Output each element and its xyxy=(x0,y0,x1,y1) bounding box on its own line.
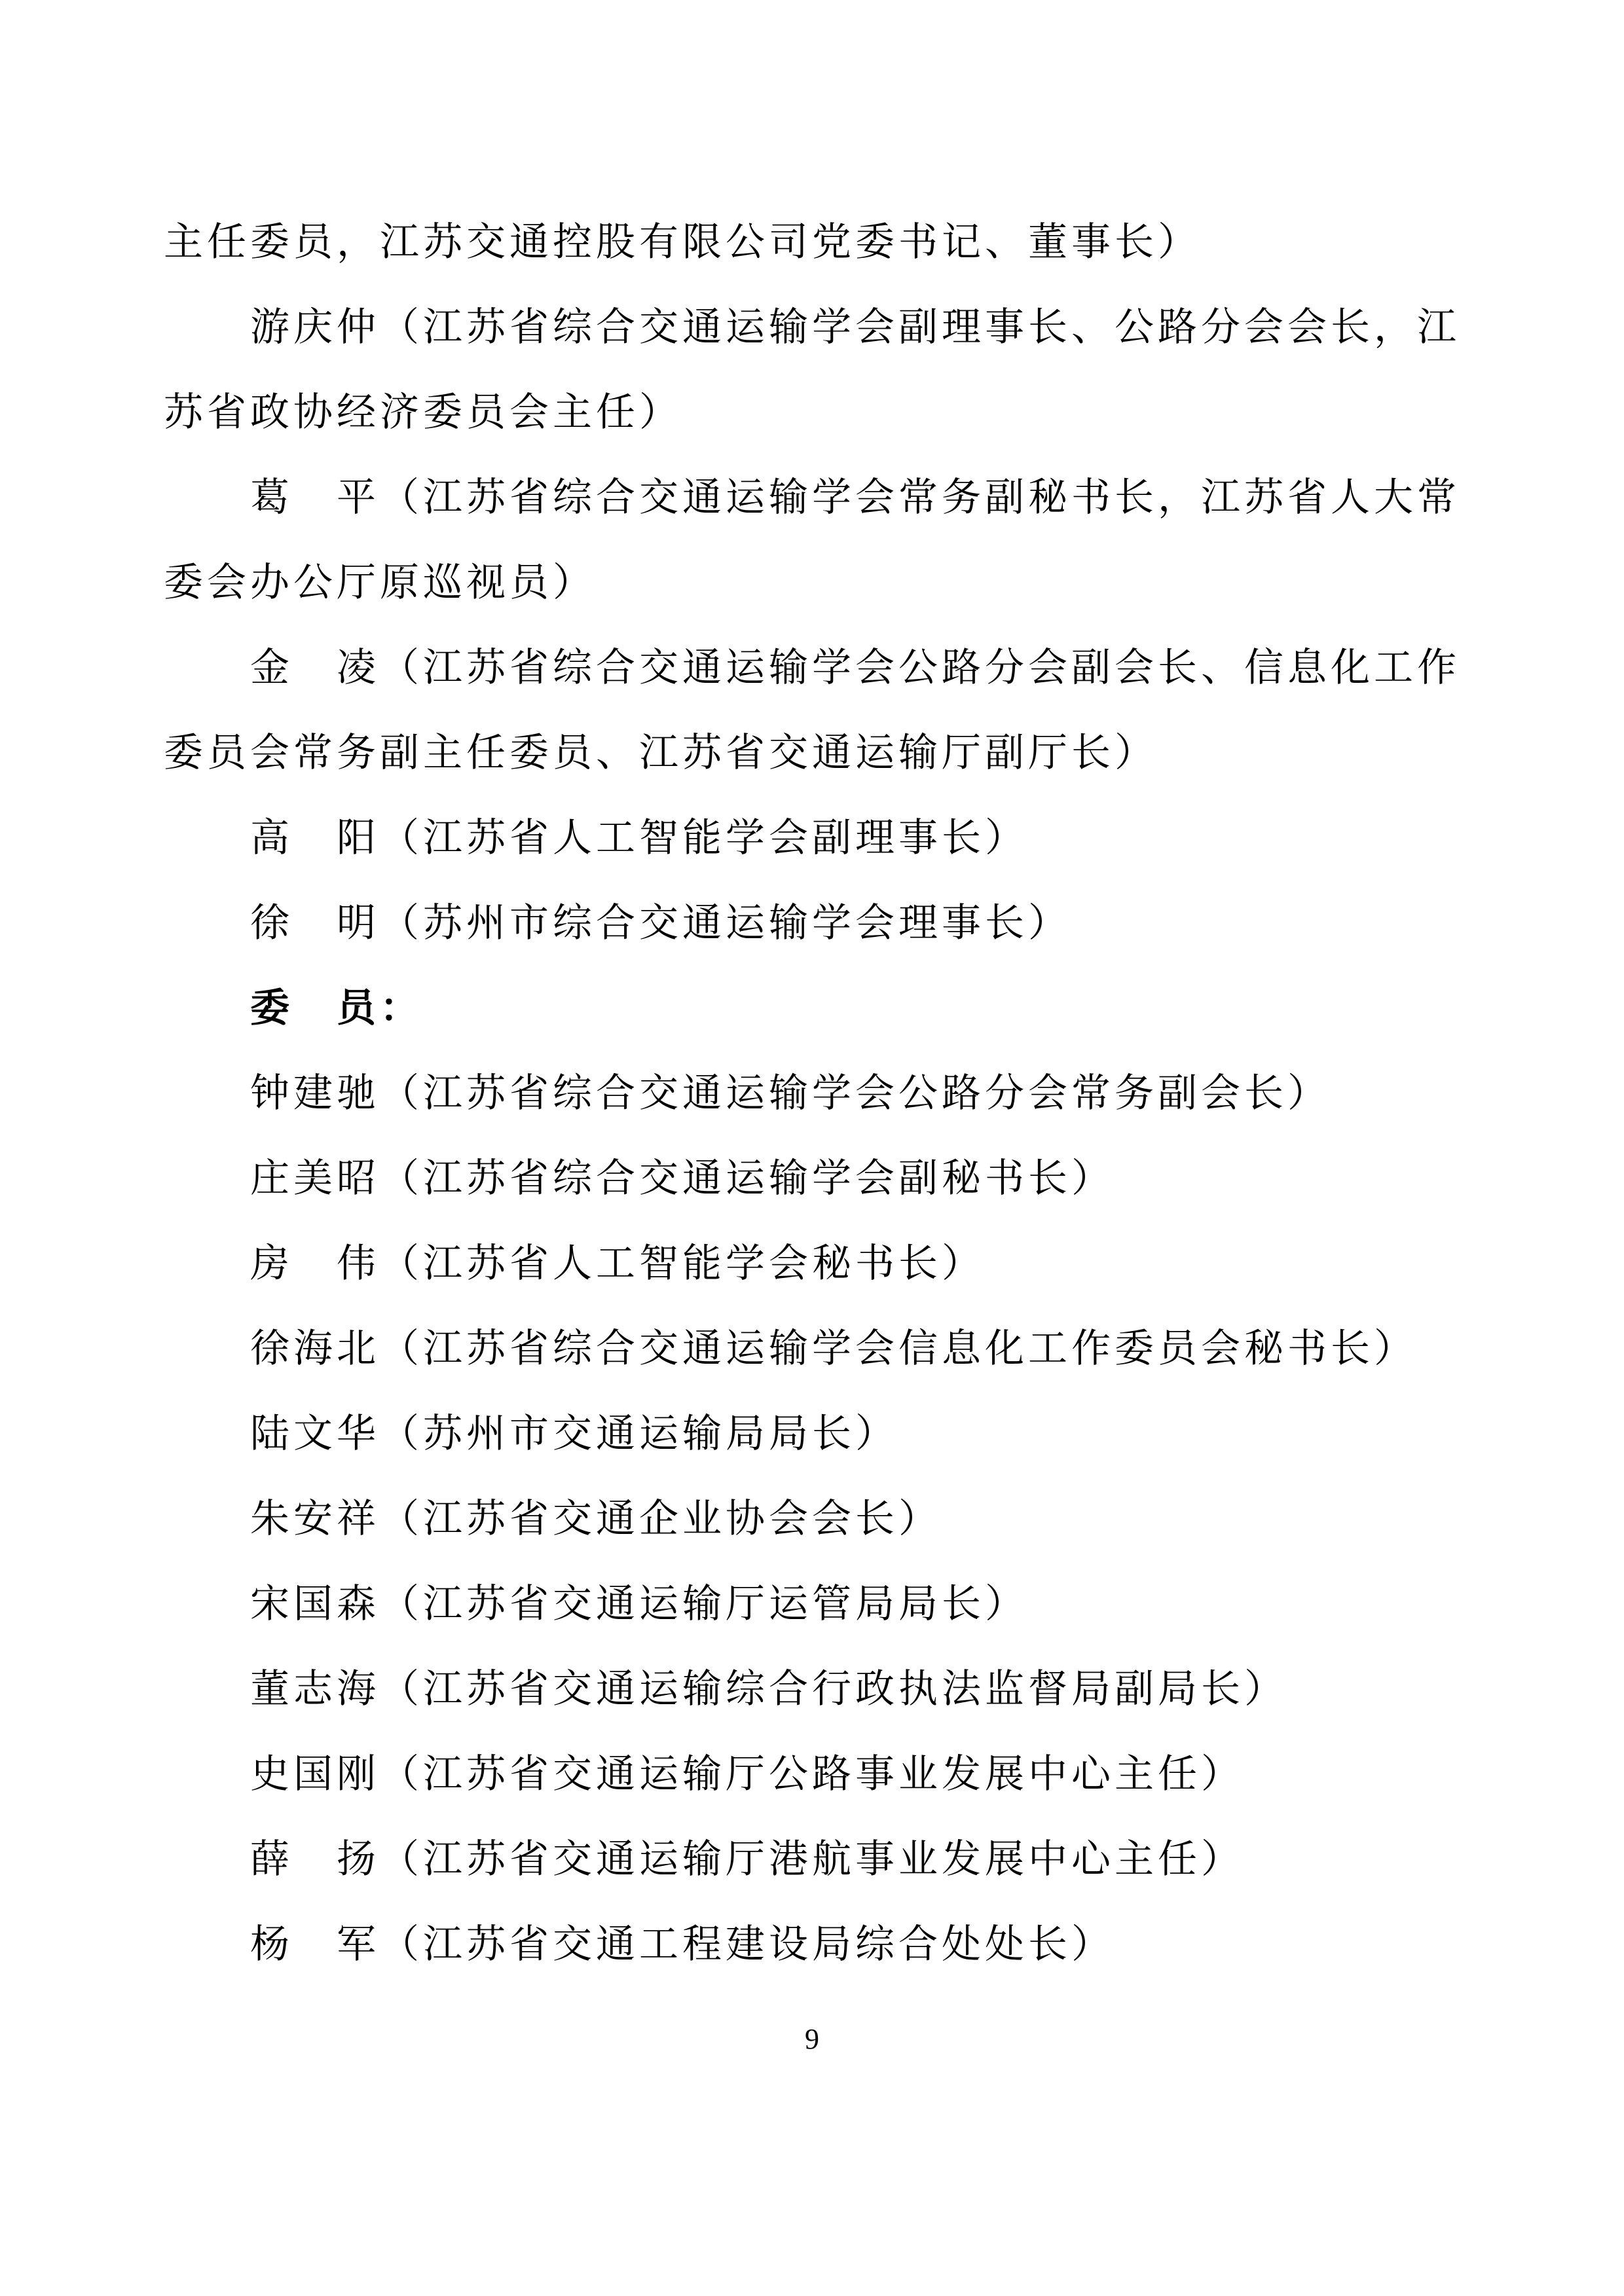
document-line: 房 伟（江苏省人工智能学会秘书长） xyxy=(250,1242,985,1285)
document-line: 高 阳（江苏省人工智能学会副理事长） xyxy=(250,816,1028,860)
document-line: 徐海北（江苏省综合交通运输学会信息化工作委员会秘书长） xyxy=(250,1327,1417,1370)
document-line: 金 凌（江苏省综合交通运输学会公路分会副会长、信息化工作 xyxy=(250,646,1460,689)
document-line: 主任委员，江苏交通控股有限公司党委书记、董事长） xyxy=(164,221,1201,264)
document-line: 葛 平（江苏省综合交通运输学会常务副秘书长，江苏省人大常 xyxy=(250,476,1460,519)
document-line: 委会办公厅原巡视员） xyxy=(164,561,596,604)
document-line: 钟建驰（江苏省综合交通运输学会公路分会常务副会长） xyxy=(250,1072,1331,1115)
document-line: 陆文华（苏州市交通运输局局长） xyxy=(250,1412,898,1455)
page-number: 9 xyxy=(805,2023,819,2055)
document-line: 徐 明（苏州市综合交通运输学会理事长） xyxy=(250,902,1071,945)
document-line: 朱安祥（江苏省交通企业协会会长） xyxy=(250,1497,942,1540)
document-line: 史国刚（江苏省交通运输厅公路事业发展中心主任） xyxy=(250,1753,1244,1796)
text-block xyxy=(164,200,1470,1987)
document-line: 苏省政协经济委员会主任） xyxy=(164,391,682,434)
document-line: 薛 扬（江苏省交通运输厅港航事业发展中心主任） xyxy=(250,1838,1244,1881)
document-line: 董志海（江苏省交通运输综合行政执法监督局副局长） xyxy=(250,1667,1287,1711)
document-line: 委员会常务副主任委员、江苏省交通运输厅副厅长） xyxy=(164,731,1158,774)
document-line: 宋国森（江苏省交通运输厅运管局局长） xyxy=(250,1582,1028,1626)
document-line: 委 员： xyxy=(250,987,423,1030)
document-line: 杨 军（江苏省交通工程建设局综合处处长） xyxy=(250,1923,1115,1966)
document-line: 庄美昭（江苏省综合交通运输学会副秘书长） xyxy=(250,1157,1115,1200)
document-line: 游庆仲（江苏省综合交通运输学会副理事长、公路分会会长，江 xyxy=(250,306,1460,349)
